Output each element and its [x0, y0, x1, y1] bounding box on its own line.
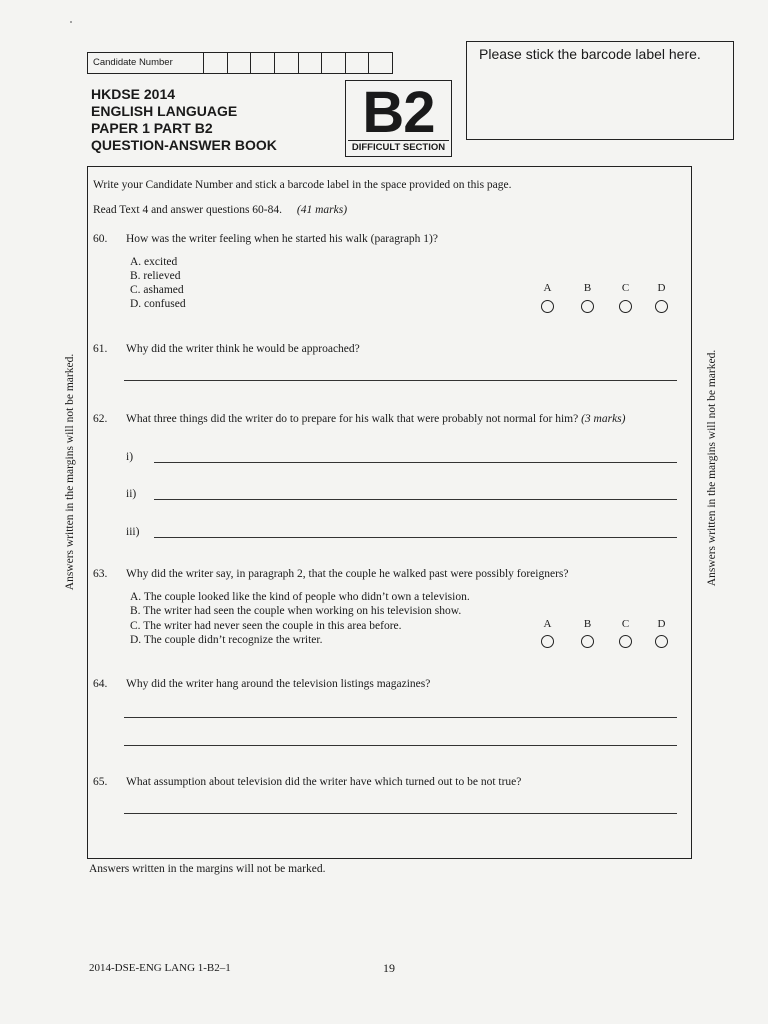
question-number: 64. — [93, 678, 108, 690]
question-number: 62. — [93, 413, 108, 425]
choice-letter: B — [583, 282, 592, 294]
question-marks: (3 marks) — [581, 413, 626, 425]
scan-speck — [70, 21, 72, 23]
answer-bubble-a[interactable] — [541, 300, 554, 313]
candidate-number-cell[interactable] — [321, 53, 345, 73]
candidate-number-cell[interactable] — [298, 53, 322, 73]
candidate-number-cell[interactable] — [345, 53, 369, 73]
barcode-label-area[interactable] — [466, 41, 734, 140]
exam-title-line: QUESTION-ANSWER BOOK — [91, 137, 277, 153]
question-number: 63. — [93, 568, 108, 580]
option-text: D. The couple didn’t recognize the writer. — [130, 634, 323, 646]
option-text: D. confused — [130, 298, 186, 310]
question-text-row — [126, 413, 625, 425]
candidate-number-label: Candidate Number — [88, 53, 204, 73]
answer-line[interactable] — [154, 499, 677, 500]
choice-letter: A — [543, 618, 552, 630]
exam-title-line: HKDSE 2014 — [91, 86, 176, 102]
candidate-number-cell[interactable] — [368, 53, 392, 73]
exam-title-line: PAPER 1 PART B2 — [91, 120, 213, 136]
option-text: A. excited — [130, 256, 178, 268]
question-text: What assumption about television did the writer have which turned out to be not true? — [126, 776, 522, 788]
part-label: iii) — [126, 526, 140, 538]
exam-title-block — [91, 86, 277, 154]
answer-bubble-a[interactable] — [541, 635, 554, 648]
question-number: 65. — [93, 776, 108, 788]
choice-letter: C — [621, 282, 630, 294]
question-text: How was the writer feeling when he started his walk (paragraph 1)? — [126, 233, 438, 245]
candidate-number-cell[interactable] — [250, 53, 274, 73]
question-text: Why did the writer say, in paragraph 2, that the couple he walked past were possibly foreigners? — [126, 568, 569, 580]
question-number: 60. — [93, 233, 108, 245]
paper-code: 2014-DSE-ENG LANG 1-B2–1 — [89, 962, 231, 974]
option-text: C. ashamed — [130, 284, 184, 296]
choice-letter: B — [583, 618, 592, 630]
answer-line[interactable] — [154, 537, 677, 538]
choice-letter: D — [657, 282, 666, 294]
option-text: B. relieved — [130, 270, 181, 282]
answer-line[interactable] — [124, 745, 677, 746]
answer-bubble-c[interactable] — [619, 635, 632, 648]
answer-line[interactable] — [154, 462, 677, 463]
instruction-read-text: Read Text 4 and answer questions 60-84. — [93, 204, 283, 216]
part-label: ii) — [126, 488, 137, 500]
option-text: A. The couple looked like the kind of people who didn’t own a television. — [130, 591, 470, 603]
answer-line[interactable] — [124, 717, 677, 718]
answer-line[interactable] — [124, 813, 677, 814]
part-label: i) — [126, 451, 134, 463]
instruction-marks: (41 marks) — [296, 204, 348, 216]
answer-bubble-d[interactable] — [655, 635, 668, 648]
answer-bubble-c[interactable] — [619, 300, 632, 313]
option-text: B. The writer had seen the couple when working on his television show. — [130, 605, 462, 617]
section-code: B2 — [362, 80, 435, 145]
candidate-number-cell[interactable] — [227, 53, 251, 73]
candidate-number-cell[interactable] — [204, 53, 227, 73]
candidate-number-box — [87, 52, 393, 74]
answer-bubble-b[interactable] — [581, 300, 594, 313]
section-name: DIFFICULT SECTION — [348, 140, 449, 154]
answer-bubble-d[interactable] — [655, 300, 668, 313]
question-text: Why did the writer hang around the television listings magazines? — [126, 678, 431, 690]
question-text: Why did the writer think he would be approached? — [126, 343, 360, 355]
page-number: 19 — [383, 961, 395, 975]
choice-letter: A — [543, 282, 552, 294]
option-text: C. The writer had never seen the couple in this area before. — [130, 620, 402, 632]
answer-bubble-b[interactable] — [581, 635, 594, 648]
question-text: What three things did the writer do to prepare for his walk that were probably not normal for him? — [126, 413, 579, 425]
instruction-read — [93, 204, 347, 216]
instruction-candidate: Write your Candidate Number and stick a barcode label in the space provided on this page. — [93, 179, 512, 191]
question-number: 61. — [93, 343, 108, 355]
question-frame — [87, 166, 692, 859]
choice-letter: D — [657, 618, 666, 630]
margin-warning: Answers written in the margins will not be marked. — [89, 863, 326, 875]
answer-line[interactable] — [124, 380, 677, 381]
section-box — [345, 80, 452, 157]
exam-title-line: ENGLISH LANGUAGE — [91, 103, 238, 119]
right-margin-note: Answers written in the margins will not be marked. — [706, 349, 718, 587]
candidate-number-cells — [204, 53, 392, 73]
barcode-instruction: Please stick the barcode label here. — [479, 46, 701, 62]
left-margin-note: Answers written in the margins will not be marked. — [64, 353, 76, 591]
choice-letter: C — [621, 618, 630, 630]
candidate-number-cell[interactable] — [274, 53, 298, 73]
